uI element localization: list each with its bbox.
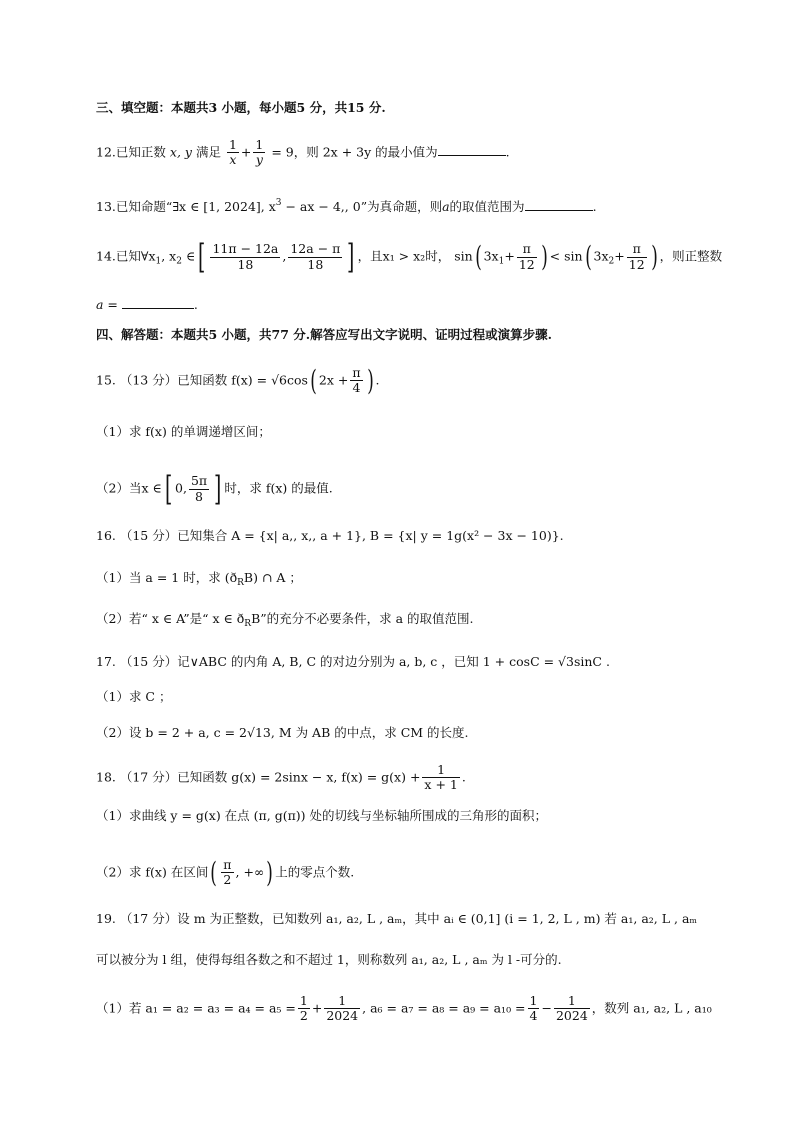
question-16: 16. （15 分）已知集合 A = {x| a,, x,, a + 1}, B = {x| y = 1g(x² − 3x − 10)}. xyxy=(96,528,564,543)
section-4-heading: 四、解答题：本题共5 小题，共77 分.解答应写出文字说明、证明过程或演算步骤. xyxy=(96,327,553,342)
question-12: 12.已知正数 x, y 满足 $\frac{1}{x}$ + $\frac{1}{y}$ = 9，则 2x + 3y 的最小值为 . xyxy=(96,137,510,168)
question-17-part-1: （1）求 C ； xyxy=(96,689,172,704)
question-14: 14.已知$\forall x_1$, $x_2$ ∈[ $\frac{11\pi - 12a}{18}$ , $\frac{12a - \pi}{18}$ ] ，且x₁ > x₂时， sin( $3x_1+$ $\frac{\pi}{12}$ ) < sin( $3x_2+$ $\frac{\pi}{12}$ ) ，则正整数 xyxy=(96,237,723,277)
question-18: 18. （17 分）已知函数 g(x) = 2sinx − x, f(x) = g(x) + $\frac{1}{x + 1}$ . xyxy=(96,762,466,793)
fraction-1-over-x: $\frac{1}{x}$ xyxy=(228,137,237,168)
answer-blank-13[interactable] xyxy=(525,198,593,211)
question-16-part-2: （2）若“ x ∈ A”是“ x ∈ $ð_RB$”的充分不必要条件，求 a 的取值范围. xyxy=(96,611,474,629)
question-19: 19. （17 分）设 m 为正整数，已知数列 a₁, a₂, L , aₘ，其中 aᵢ ∈ (0,1] (i = 1, 2, L , m) 若 a₁, a₂, L , aₘ xyxy=(96,911,698,926)
question-19-line-2: 可以被分为 l 组，使得每组各数之和不超过 1，则称数列 a₁, a₂, L , aₘ 为 l -可分的. xyxy=(96,952,562,967)
question-19-part-1: （1）若 a₁ = a₂ = a₃ = a₄ = a₅ = $\frac{1}{2}$ + $\frac{1}{2024}$ , a₆ = a₇ = a₈ = a₉ = a₁₀ = $\frac{1}{4}$ − $\frac{1}{2024}$ ，数列 a₁, a₂, L , a₁₀ xyxy=(96,993,712,1024)
fraction-interval-right: $\frac{12a - \pi}{18}$ xyxy=(290,241,341,272)
answer-blank-14[interactable] xyxy=(122,296,194,309)
question-18-part-1: （1）求曲线 y = g(x) 在点 (π, g(π)) 处的切线与坐标轴所围成的三角形的面积； xyxy=(96,808,548,823)
fraction-1-over-y: $\frac{1}{y}$ xyxy=(255,137,264,168)
question-15-part-2: （2）当x ∈[ 0, $\frac{5\pi}{8}$ ] 时，求 f(x) 的最值. xyxy=(96,469,333,509)
question-17: 17. （15 分）记∨ABC 的内角 A, B, C 的对边分别为 a, b, c ，已知 1 + cosC = √3sinC . xyxy=(96,654,610,669)
question-15: 15. （13 分）已知函数 f(x) = √6cos( 2x + $\frac{\pi}{4}$ ) . xyxy=(96,363,380,397)
question-16-part-1: （1）当 a = 1 时，求 $(ð_RB)$ ∩ A ； xyxy=(96,570,302,588)
question-15-part-1: （1）求 f(x) 的单调递增区间； xyxy=(96,424,271,439)
answer-blank-12[interactable] xyxy=(438,143,506,156)
fraction-interval-left: $\frac{11\pi - 12a}{18}$ xyxy=(212,241,279,272)
question-18-part-2: （2）求 f(x) 在区间( $\frac{\pi}{2}$ , +∞) 上的零点个数. xyxy=(96,855,355,889)
section-3-heading: 三、填空题：本题共3 小题，每小题5 分，共15 分. xyxy=(96,100,386,115)
question-17-part-2: （2）设 b = 2 + a, c = 2√13, M 为 AB 的中点，求 CM 的长度. xyxy=(96,725,469,740)
question-14-answer-line: a = . xyxy=(96,297,198,312)
question-13: 13.已知命题“∃x ∈ [1, 2024], $x^3$ − ax − 4,, 0”为真命题，则a的取值范围为 . xyxy=(96,198,597,214)
